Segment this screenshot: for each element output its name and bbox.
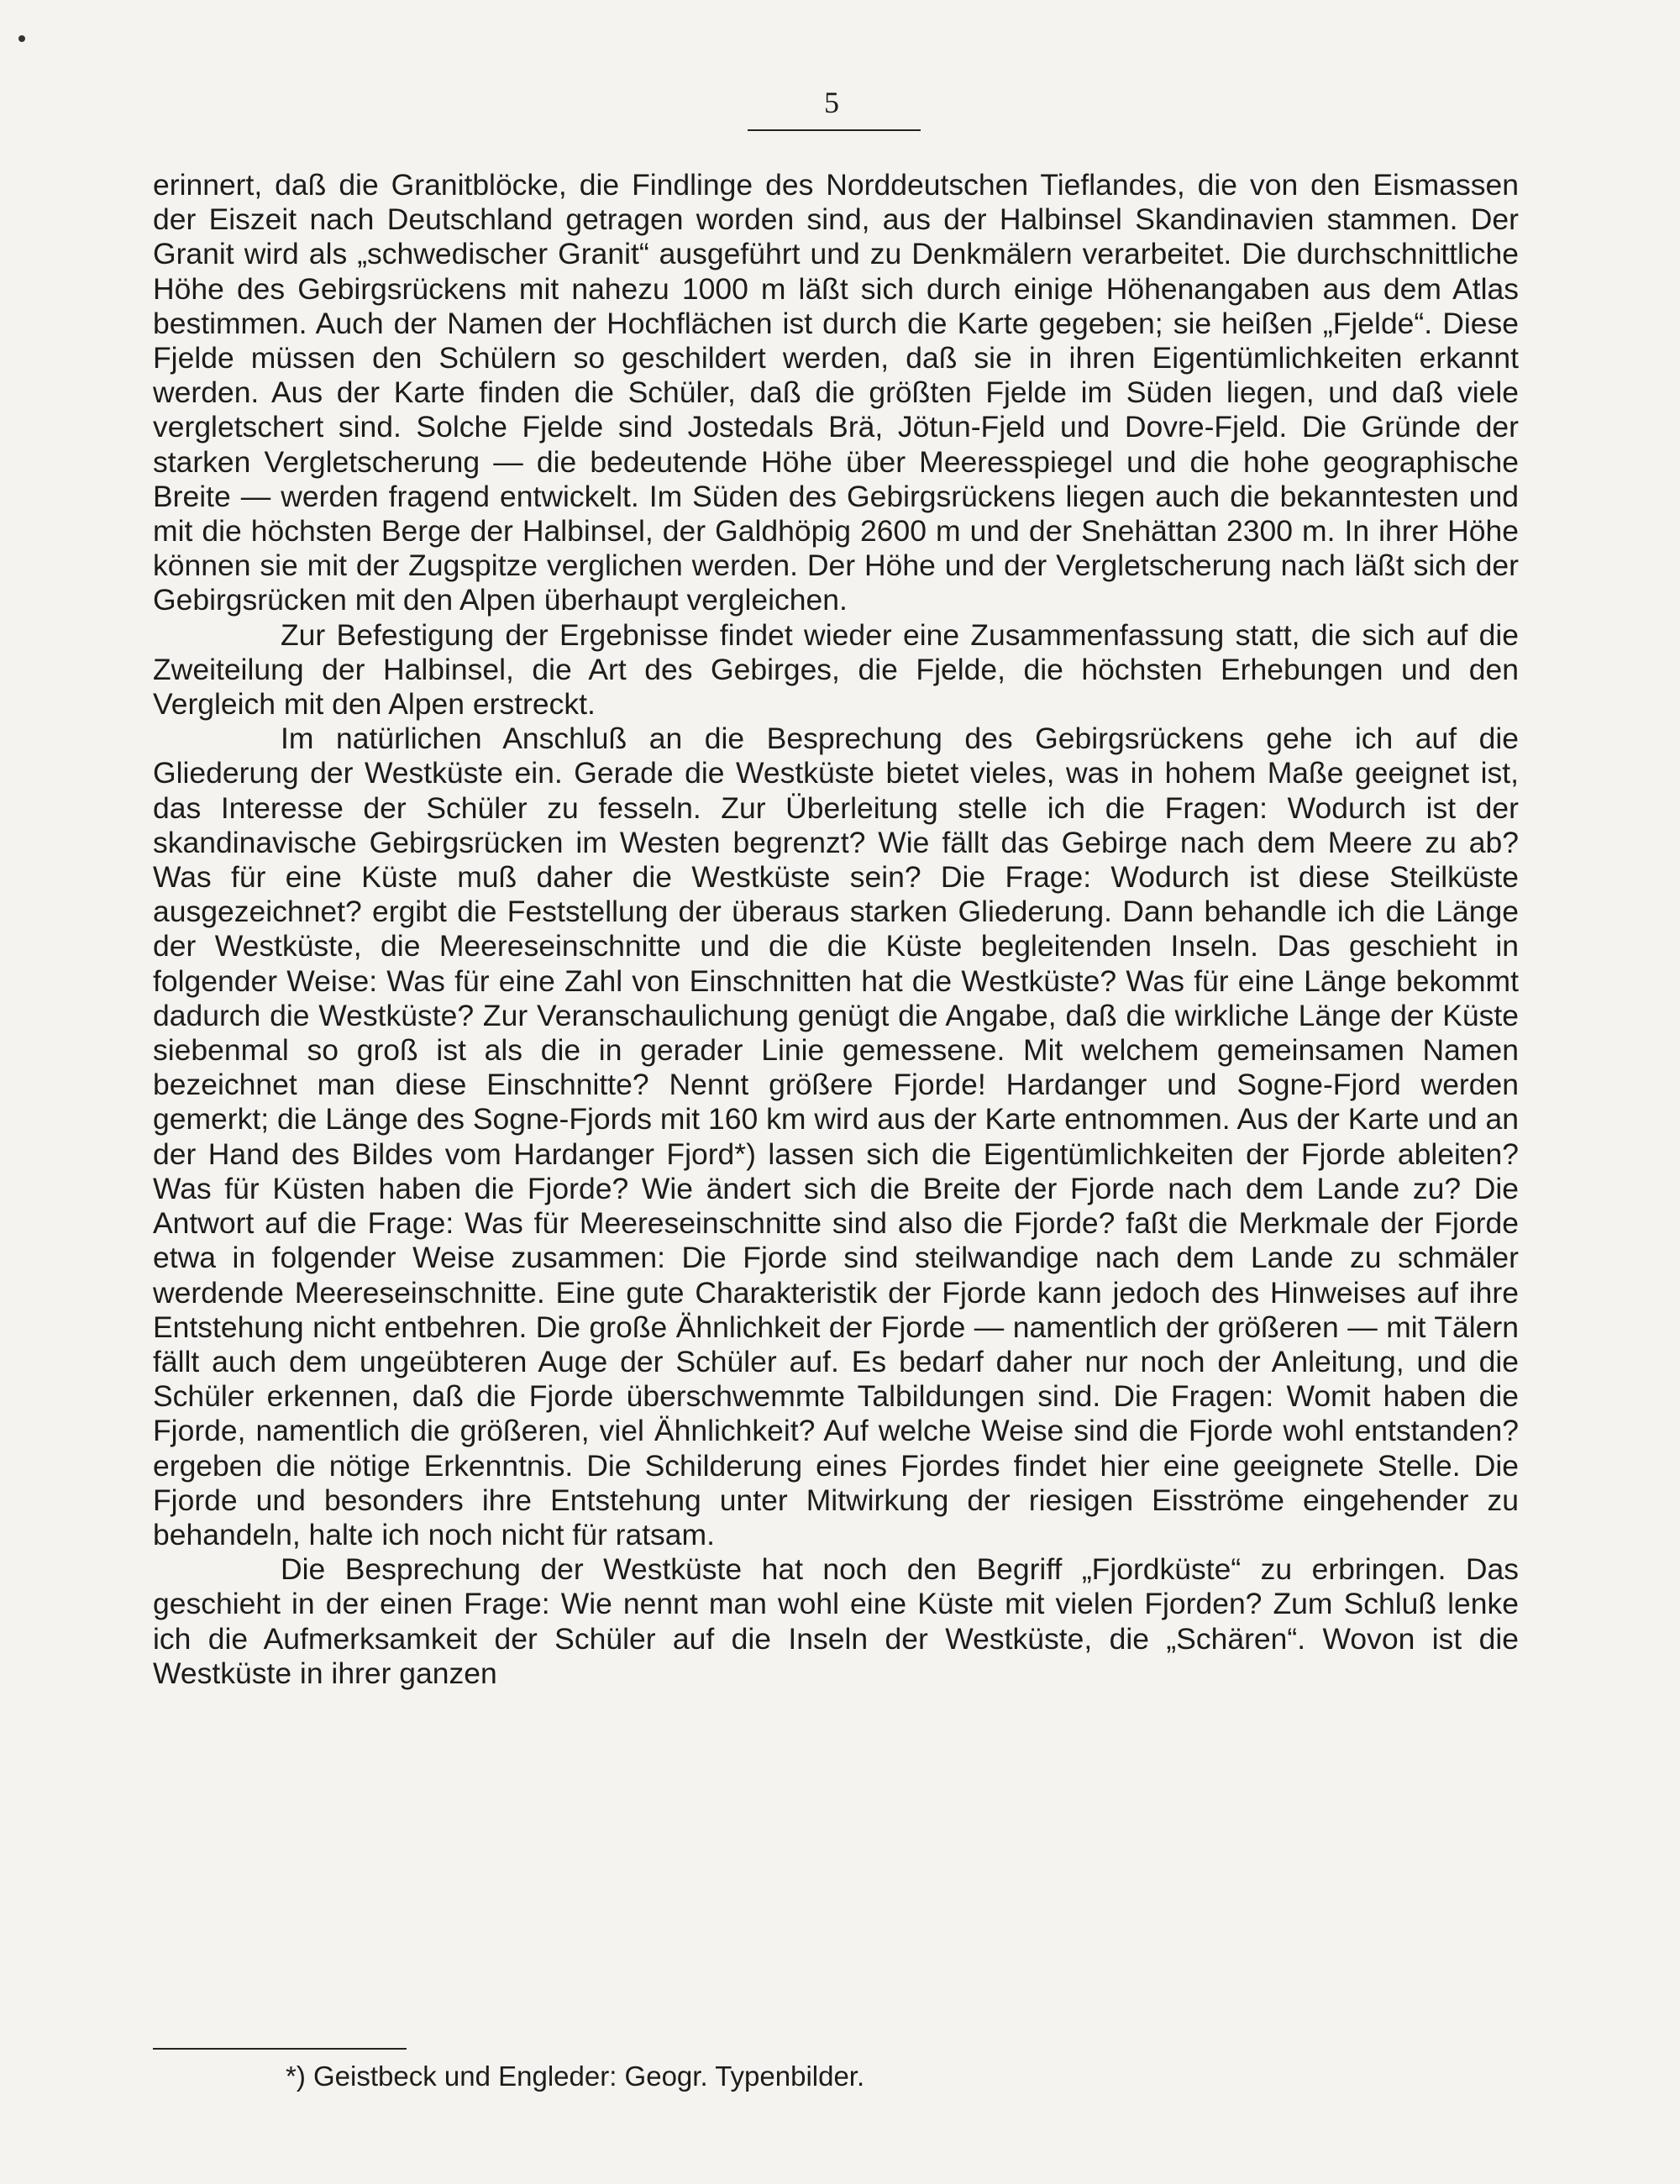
paragraph-3: Im natürlichen Anschluß an die Besprechung des Gebirgsrückens gehe ich auf die Gliederung der Westküste ein. Gerade die Westküste bietet vieles, was in hohem Maße geeignet ist, das Interesse der Schüler zu fesseln. Zur Überleitung stelle ich die Fragen: Wodurch ist der skandinavische Gebirgsrücken im Westen begrenzt? Wie fällt das Gebirge nach dem Meere zu ab? Was für eine Küste muß daher die Westküste sein? Die Frage: Wodurch ist diese Steilküste ausgezeichnet? ergibt die Feststellung der überaus starken Gliederung. Dann behandle ich die Länge der Westküste, die Meereseinschnitte und die die Küste begleitenden Inseln. Das geschieht in folgender Weise: Was für eine Zahl von Einschnitten hat die Westküste? Was für eine Länge bekommt dadurch die Westküste? Zur Veranschaulichung genügt die Angabe, daß die wirkliche Länge der Küste siebenmal so groß ist als die in gerader Linie gemessene. Mit welchem gemeinsamen Namen bezeichnet man diese Einschnitte? Nennt größere Fjorde! Hardanger und Sogne-Fjord werden gemerkt; die Länge des Sogne-Fjords mit 160 km wird aus der Karte entnommen. Aus der Karte und an der Hand des Bildes vom Hardanger Fjord*) lassen sich die Eigentümlichkeiten der Fjorde ableiten? Was für Küsten haben die Fjorde? Wie ändert sich die Breite der Fjorde nach dem Lande zu? Die Antwort auf die Frage: Was für Meereseinschnitte sind also die Fjorde? faßt die Merkmale der Fjorde etwa in folgender Weise zusammen: Die Fjorde sind steilwandige nach dem Lande zu schmäler werdende Meereseinschnitte. Eine gute Charakteristik der Fjorde kann jedoch des Hinweises auf ihre Entstehung nicht entbehren. Die große Ähnlichkeit der Fjorde — namentlich der größeren — mit Tälern fällt auch dem ungeübteren Auge der Schüler auf. Es bedarf daher nur noch der Anleitung, und die Schüler erkennen, daß die Fjorde überschwemmte Talbildungen sind. Die Fragen: Womit haben die Fjorde, namentlich die größeren, viel Ähnlichkeit? Auf welche Weise sind die Fjorde wohl entstanden? ergeben die nötige Erkenntnis. Die Schilderung eines Fjordes findet hier eine geeignete Stelle. Die Fjorde und besonders ihre Entstehung unter Mitwirkung der riesigen Eisströme eingehender zu behandeln, halte ich noch nicht für ratsam. xyxy=(153,722,1519,1551)
page-number-rule xyxy=(748,129,921,131)
paragraph-1: erinnert, daß die Granitblöcke, die Findlinge des Norddeutschen Tieflandes, die von den Eismassen der Eiszeit nach Deutschland getragen worden sind, aus der Halbinsel Skandinavien stammen. Der Granit wird als „schwedischer Granit“ ausgeführt und zu Denkmälern verarbeitet. Die durchschnittliche Höhe des Gebirgsrückens mit nahezu 1000 m läßt sich durch einige Höhenangaben aus dem Atlas bestimmen. Auch der Namen der Hochflächen ist durch die Karte gegeben; sie heißen „Fjelde“. Diese Fjelde müssen den Schülern so geschildert werden, daß sie in ihren Eigentümlichkeiten erkannt werden. Aus der Karte finden die Schüler, daß die größten Fjelde im Süden liegen, und daß viele vergletschert sind. Solche Fjelde sind Jostedals Brä, Jötun-Fjeld und Dovre-Fjeld. Die Gründe der starken Vergletscherung — die bedeutende Höhe über Meeresspiegel und die hohe geographische Breite — werden fragend entwickelt. Im Süden des Gebirgsrückens liegen auch die bekanntesten und mit die höchsten Berge der Halbinsel, der Galdhöpig 2600 m und der Snehättan 2300 m. In ihrer Höhe können sie mit der Zugspitze verglichen werden. Der Höhe und der Vergletscherung nach läßt sich der Gebirgsrücken mit den Alpen überhaupt vergleichen. xyxy=(153,168,1519,617)
paragraph-4: Die Besprechung der Westküste hat noch den Begriff „Fjordküste“ zu erbringen. Das geschieht in der einen Frage: Wie nennt man wohl eine Küste mit vielen Fjorden? Zum Schluß lenke ich die Aufmerksamkeit der Schüler auf die Inseln der Westküste, die „Schären“. Wovon ist die Westküste in ihrer ganzen xyxy=(153,1552,1519,1690)
body-text xyxy=(153,168,1519,1691)
paragraph-2: Zur Befestigung der Ergebnisse findet wieder eine Zusammenfassung statt, die sich auf die Zweiteilung der Halbinsel, die Art des Gebirges, die Fjelde, die höchsten Erhebungen und den Vergleich mit den Alpen erstreckt. xyxy=(153,617,1519,722)
page-number: 5 xyxy=(824,86,839,119)
footnote: *) Geistbeck und Engleder: Geogr. Typenbilder. xyxy=(286,2061,865,2092)
stray-mark xyxy=(18,35,25,42)
footnote-rule xyxy=(153,2048,407,2050)
